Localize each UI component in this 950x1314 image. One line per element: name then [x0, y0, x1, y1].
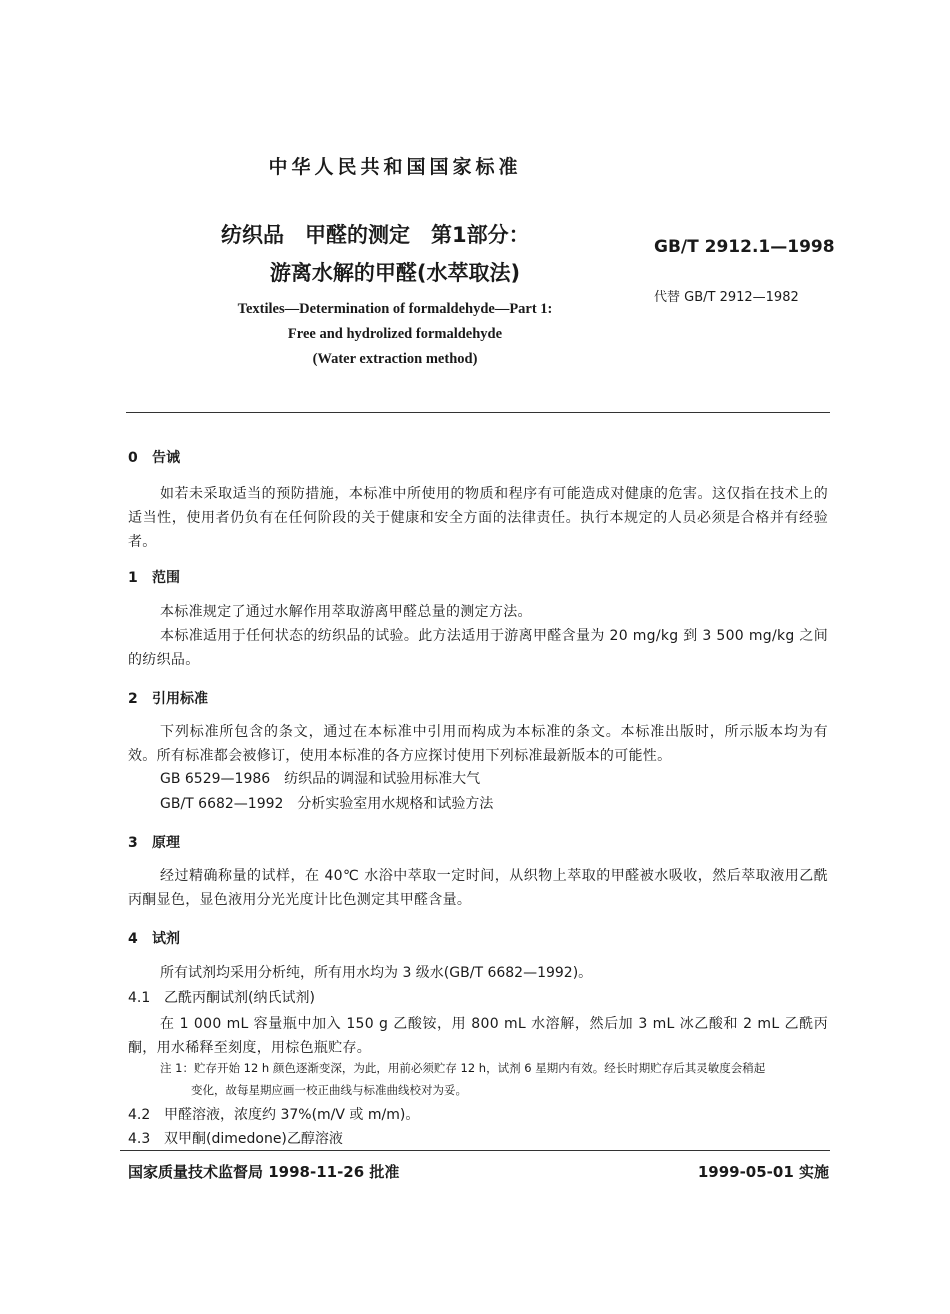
subsection-number: 4.2 [128, 1107, 151, 1123]
header-divider [126, 412, 830, 413]
section-number: 3 [128, 835, 138, 851]
standard-number: GB/T 2912.1—1998 [654, 237, 835, 257]
reference-standard: GB/T 6682—1992 分析实验室用水规格和试验方法 [160, 796, 494, 812]
subsection-number: 4.3 [128, 1131, 151, 1147]
section-title: 原理 [152, 835, 180, 851]
replaces-standard: 代替 GB/T 2912—1982 [654, 290, 799, 305]
section-3-heading [128, 832, 180, 852]
section-0-heading [128, 447, 180, 467]
section-number: 0 [128, 450, 138, 466]
subsection-4-3 [128, 1128, 343, 1148]
section-2-heading [128, 688, 208, 708]
section-1-paragraph-2: 本标准适用于任何状态的纺织品的试验。此方法适用于游离甲醛含量为 20 mg/kg 到 3 500 mg/kg 之间的纺织品。 [128, 628, 828, 668]
subsection-text: 双甲酮(dimedone)乙醇溶液 [164, 1131, 343, 1147]
section-number: 1 [128, 570, 138, 586]
note-1-line-1: 注 1：贮存开始 12 h 颜色逐渐变深，为此，用前必须贮存 12 h，试剂 6 星期内有效。经长时期贮存后其灵敏度会稍起 [160, 1061, 766, 1075]
implementation-date: 1999-05-01 实施 [697, 1163, 829, 1181]
national-standard-heading: 中华人民共和国国家标准 [268, 156, 522, 178]
section-4-intro: 所有试剂均采用分析纯，所有用水均为 3 级水(GB/T 6682—1992)。 [160, 965, 593, 981]
subsection-4-1-paragraph: 在 1 000 mL 容量瓶中加入 150 g 乙酸铵，用 800 mL 水溶解，然后加 3 mL 冰乙酸和 2 mL 乙酰丙酮，用水稀释至刻度，用棕色瓶贮存。 [128, 1016, 828, 1056]
title-en-line3: (Water extraction method) [312, 351, 478, 367]
reference-standard: GB 6529—1986 纺织品的调湿和试验用标准大气 [160, 771, 481, 787]
section-0-paragraph: 如若未采取适当的预防措施，本标准中所使用的物质和程序有可能造成对健康的危害。这仅指在技术上的适当性，使用者仍负有在任何阶段的关于健康和安全方面的法律责任。执行本规定的人员必须是合格并有经验者。 [128, 486, 828, 550]
subsection-text: 甲醛溶液，浓度约 37%(m/V 或 m/m)。 [164, 1107, 420, 1123]
footer-divider [120, 1150, 830, 1151]
title-en-line1: Textiles—Determination of formaldehyde—Part 1: [237, 301, 553, 317]
subsection-number: 4.1 [128, 990, 151, 1006]
subsection-4-2 [128, 1104, 419, 1124]
section-title: 试剂 [152, 931, 180, 947]
section-title: 范围 [152, 570, 180, 586]
subsection-4-1-heading [128, 987, 315, 1007]
section-number: 4 [128, 931, 138, 947]
title-en-line2: Free and hydrolized formaldehyde [287, 326, 503, 342]
section-2-paragraph: 下列标准所包含的条文，通过在本标准中引用而构成为本标准的条文。本标准出版时，所示版本均为有效。所有标准都会被修订，使用本标准的各方应探讨使用下列标准最新版本的可能性。 [128, 724, 828, 764]
section-number: 2 [128, 691, 138, 707]
section-3-paragraph: 经过精确称量的试样，在 40℃ 水浴中萃取一定时间，从织物上萃取的甲醛被水吸收，然后萃取液用乙酰丙酮显色，显色液用分光光度计比色测定其甲醛含量。 [128, 868, 828, 908]
section-1-paragraph-1: 本标准规定了通过水解作用萃取游离甲醛总量的测定方法。 [160, 604, 532, 620]
title-cn-line2: 游离水解的甲醛(水萃取法) [269, 261, 521, 285]
note-1-line-2: 变化，故每星期应画一校正曲线与标准曲线校对为妥。 [191, 1083, 467, 1097]
title-cn-line1: 纺织品 甲醛的测定 第1部分： [221, 223, 530, 247]
section-1-heading [128, 567, 180, 587]
section-title: 告诫 [152, 450, 180, 466]
approval-date: 国家质量技术监督局 1998-11-26 批准 [128, 1163, 400, 1181]
section-4-heading [128, 928, 180, 948]
subsection-title: 乙酰丙酮试剂(纳氏试剂) [164, 990, 315, 1006]
section-title: 引用标准 [152, 691, 208, 707]
